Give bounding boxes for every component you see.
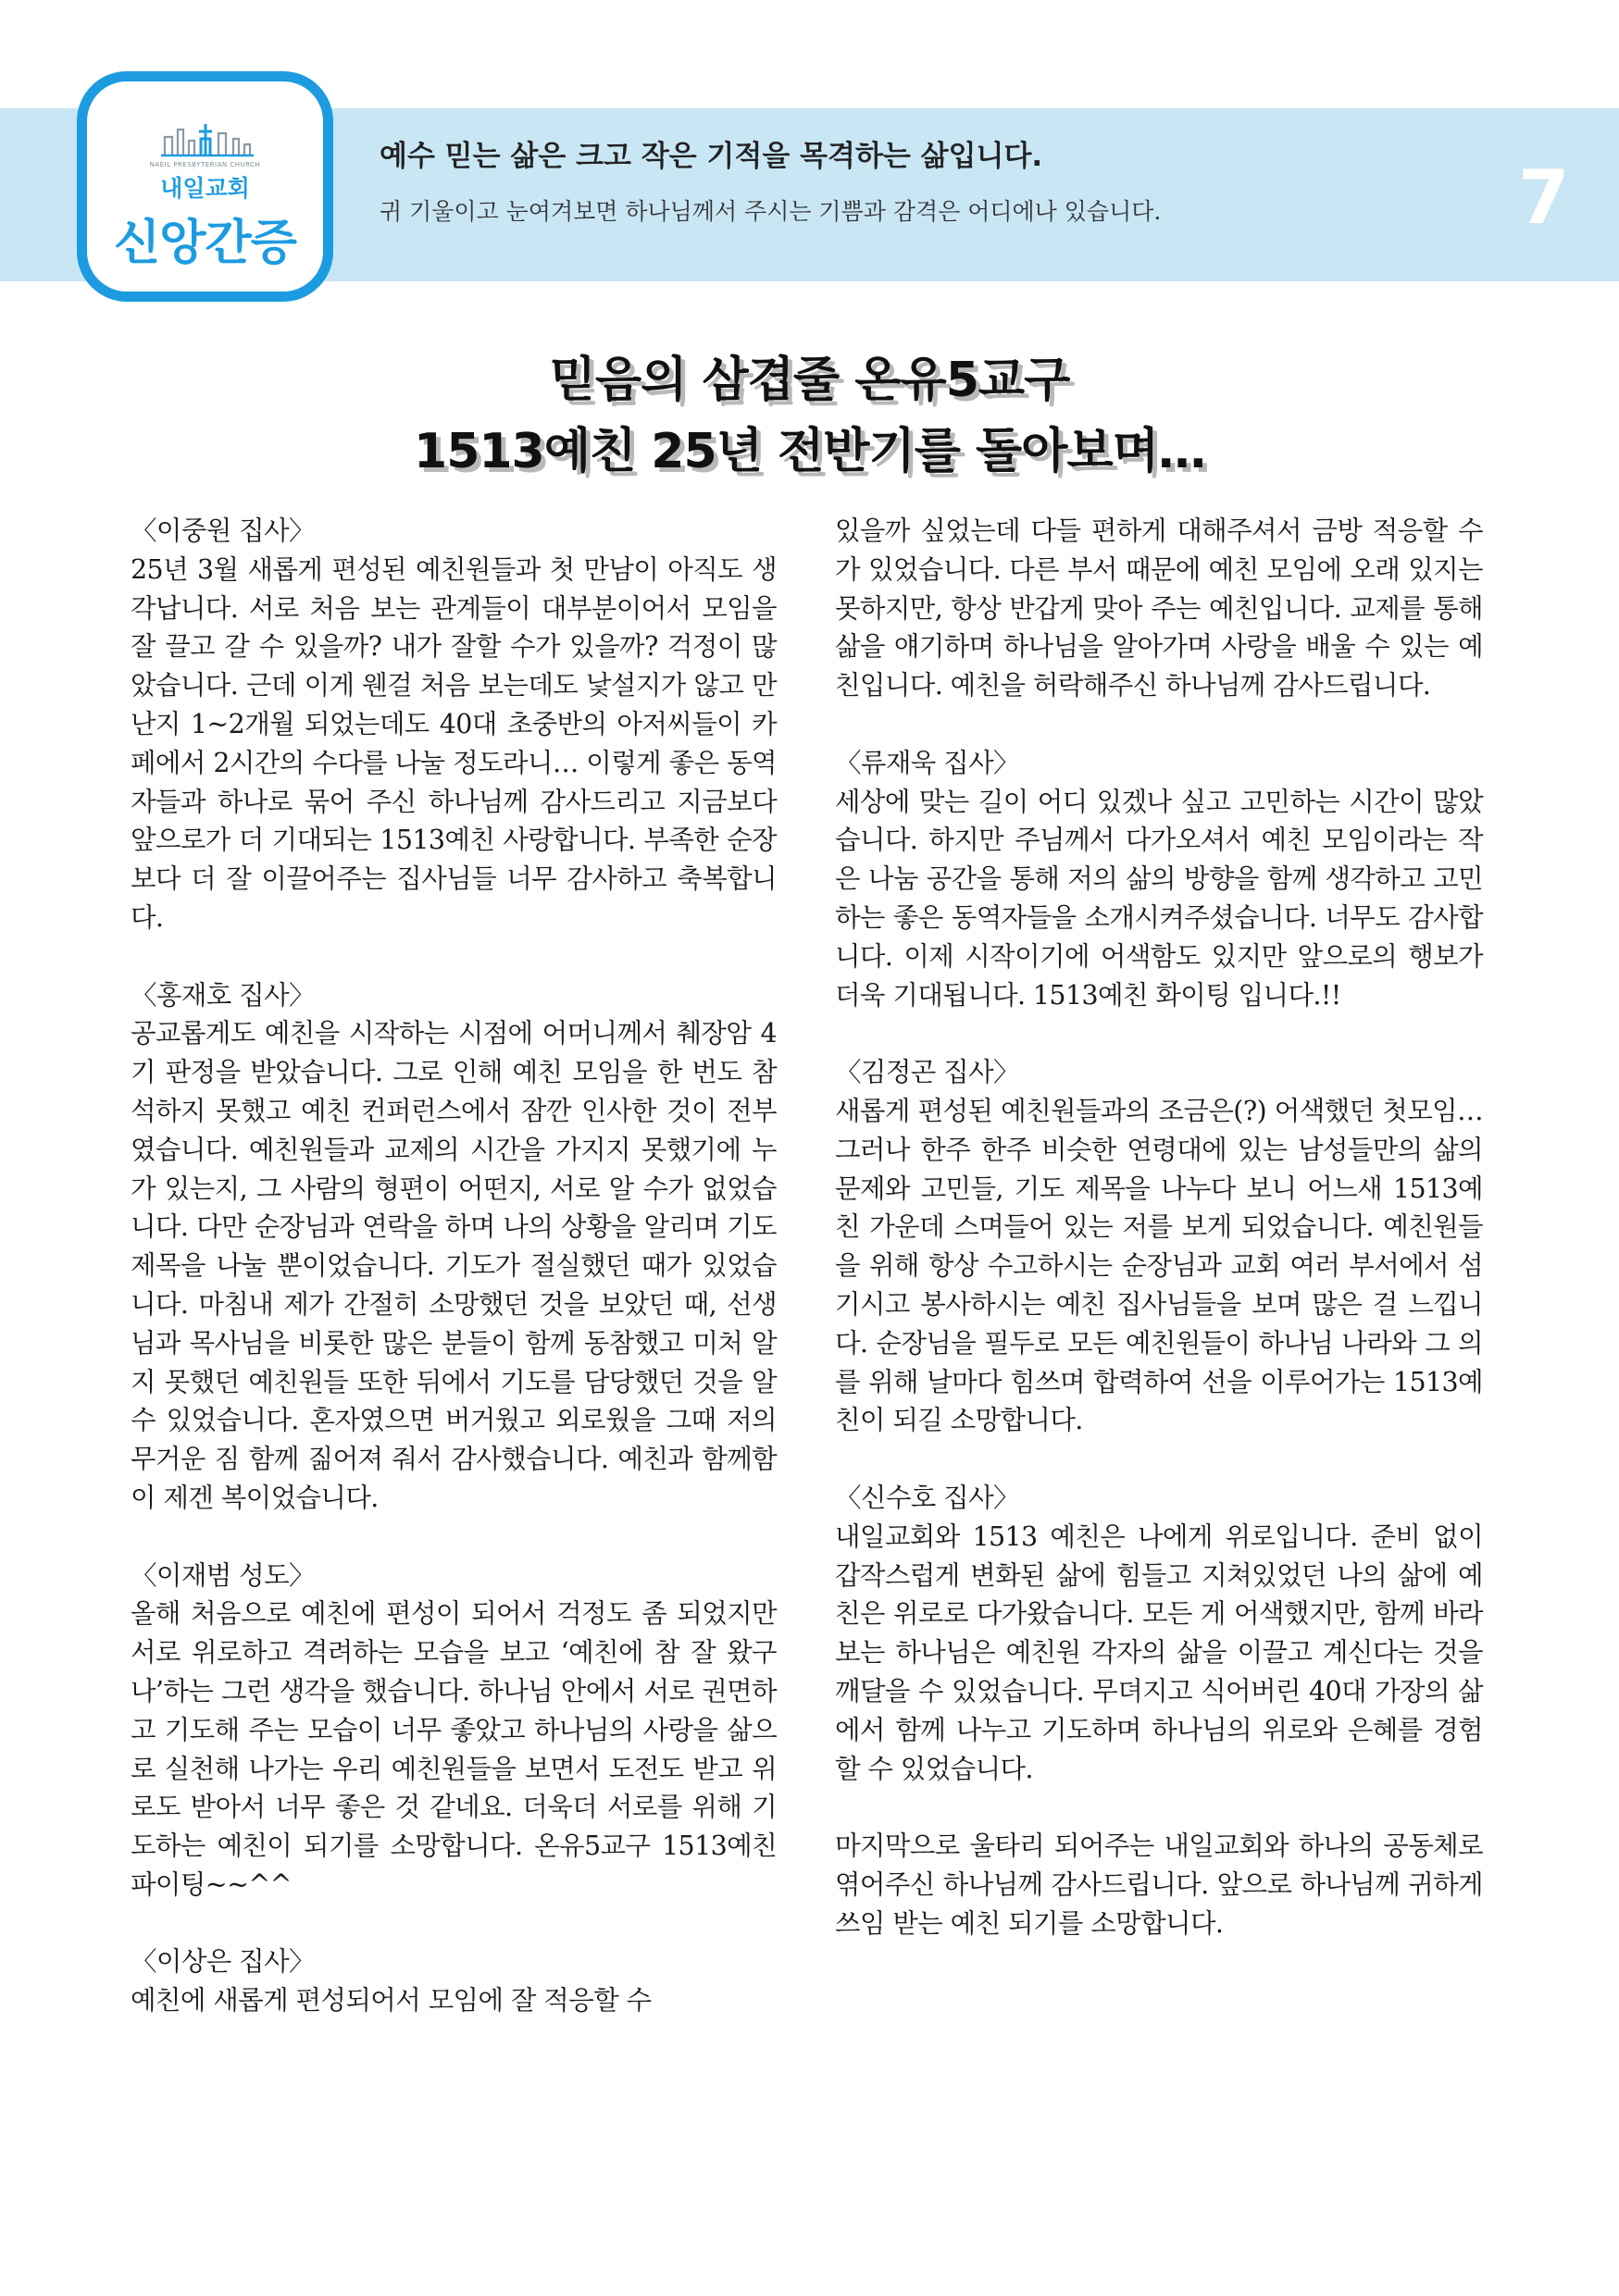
testimony-author: 〈이중원 집사〉: [131, 515, 315, 546]
closing-section: [835, 1827, 1483, 1942]
testimony-section: [131, 1557, 777, 1905]
header-tagline: 예수 믿는 삶은 크고 작은 기적을 목격하는 삶입니다.: [380, 140, 1043, 173]
testimony-section: [835, 512, 1483, 705]
testimony-author: 〈홍재호 집사〉: [131, 979, 315, 1011]
logo: [77, 71, 333, 302]
page-number: 7: [1518, 155, 1570, 241]
right-column: [835, 512, 1483, 1942]
section-title: 신앙간증: [114, 216, 296, 271]
testimony-text: 공교롭게도 예친을 시작하는 시점에 어머니께서 췌장암 4기 판정을 받았습니다. 그로 인해 예친 모임을 한 번도 참석하지 못했고 예친 컨퍼런스에서 잠깐 인사한 것이 전부였습니다. 예친원들과 교제의 시간을 가지지 못했기에 누가 있는지, 그 사람의 형편이 어떤지, 서로 알 수가 없었습니다. 다만 순장님과 연락을 하며 나의 상황을 알리며 기도 제목을 나눌 뿐이었습니다. 기도가 절실했던 때가 있었습니다. 마침내 제가 간절히 소망했던 것을 보았던 때, 선생님과 목사님을 비롯한 많은 분들이 함께 동참했고 미처 알지 못했던 예친원들 또한 뒤에서 기도를 담당했던 것을 알 수 있었습니다. 혼자였으면 버거웠고 외로웠을 그때 저의 무거운 짐 함께 짊어져 줘서 감사했습니다. 예친과 함께함이 제겐 복이었습니다.: [131, 1018, 777, 1513]
header-subtagline: 귀 기울이고 눈여겨보면 하나님께서 주시는 기쁨과 감격은 어디에나 있습니다.: [380, 198, 1162, 225]
testimony-text: 새롭게 편성된 예친원들과의 조금은(?) 어색했던 첫모임… 그러나 한주 한주 비슷한 연령대에 있는 남성들만의 삶의 문제와 고민들, 기도 제목을 나누다 보니 어느새 1513예친 가운데 스며들어 있는 저를 보게 되었습니다. 예친원들을 위해 항상 수고하시는 순장님과 교회 여러 부서에서 섬기시고 봉사하시는 예친 집사님들을 보며 많은 걸 느낍니다. 순장님을 필두로 모든 예친원들이 하나님 나라와 그 의를 위해 날마다 힘쓰며 합력하여 선을 이루어가는 1513예친이 되길 소망합니다.: [835, 1095, 1483, 1436]
left-column: [131, 512, 777, 2020]
testimony-section: [131, 976, 777, 1518]
testimony-section: [835, 1053, 1483, 1440]
testimony-author: 〈이재범 성도〉: [131, 1559, 315, 1591]
logo-church-name: 내일교회: [160, 175, 250, 202]
testimony-text: 25년 3월 새롭게 편성된 예친원들과 첫 만남이 아직도 생각납니다. 서로 처음 보는 관계들이 대부분이어서 모임을 잘 끌고 갈 수 있을까? 내가 잘할 수가 있을까? 걱정이 많았습니다. 근데 이게 웬걸 처음 보는데도 낯설지가 않고 만난지 1~2개월 되었는데도 40대 초중반의 아저씨들이 카페에서 2시간의 수다를 나눌 정도라니… 이렇게 좋은 동역자들과 하나로 묶어 주신 하나님께 감사드리고 지금보다 앞으로가 더 기대되는 1513예친 사랑합니다. 부족한 순장보다 더 잘 이끌어주는 집사님들 너무 감사하고 축복합니다.: [131, 553, 777, 933]
testimony-author: 〈류재욱 집사〉: [835, 747, 1019, 778]
testimony-author: 〈이상은 집사〉: [131, 1946, 315, 1978]
testimony-author: 〈신수호 집사〉: [835, 1482, 1019, 1513]
testimony-section: [131, 1942, 777, 2020]
church-skyline-icon: [161, 115, 254, 157]
logo-subtitle: NAEIL PRESBYTERIAN CHURCH: [149, 161, 261, 168]
testimony-section: [131, 512, 777, 937]
testimony-text: 예친에 새롭게 편성되어서 모임에 잘 적응할 수: [131, 1985, 652, 2017]
testimony-text: 올해 처음으로 예친에 편성이 되어서 걱정도 좀 되었지만 서로 위로하고 격려하는 모습을 보고 ‘예친에 참 잘 왔구나’하는 그런 생각을 했습니다. 하나님 안에서 서로 권면하고 기도해 주는 모습이 너무 좋았고 하나님의 사랑을 삶으로 실천해 나가는 우리 예친원들을 보면서 도전도 받고 위로도 받아서 너무 좋은 것 같네요. 더욱더 서로를 위해 기도하는 예친이 되기를 소망합니다. 온유5교구 1513예친 파이팅~~^^: [131, 1598, 777, 1900]
closing-text: 마지막으로 울타리 되어주는 내일교회와 하나의 공동체로 엮어주신 하나님께 감사드립니다. 앞으로 하나님께 귀하게 쓰임 받는 예친 되기를 소망합니다.: [835, 1831, 1483, 1939]
testimony-section: [835, 744, 1483, 1015]
testimony-author: 〈김정곤 집사〉: [835, 1057, 1019, 1088]
testimony-text: 있을까 싶었는데 다들 편하게 대해주셔서 금방 적응할 수가 있었습니다. 다른 부서 때문에 예친 모임에 오래 있지는 못하지만, 항상 반갑게 맞아 주는 예친입니다. 교제를 통해 삶을 얘기하며 하나님을 알아가며 사랑을 배울 수 있는 예친입니다. 예친을 허락해주신 하나님께 감사드립니다.: [835, 515, 1483, 701]
testimony-text: 세상에 맞는 길이 어디 있겠나 싶고 고민하는 시간이 많았습니다. 하지만 주님께서 다가오셔서 예친 모임이라는 작은 나눔 공간을 통해 저의 삶의 방향을 함께 생각하고 고민하는 좋은 동역자들을 소개시켜주셨습니다. 너무도 감사합니다. 이제 시작이기에 어색함도 있지만 앞으로의 행보가 더욱 기대됩니다. 1513예친 화이팅 입니다.!!: [835, 786, 1483, 1011]
article-title-line1: 믿음의 삼겹줄 온유5교구: [549, 353, 1070, 408]
testimony-section: [835, 1479, 1483, 1788]
testimony-text: 내일교회와 1513 예친은 나에게 위로입니다. 준비 없이 갑작스럽게 변화된 삶에 힘들고 지쳐있었던 나의 삶에 예친은 위로로 다가왔습니다. 모든 게 어색했지만, 함께 바라보는 하나님은 예친원 각자의 삶을 이끌고 계신다는 것을 깨달을 수 있었습니다. 무뎌지고 식어버린 40대 가장의 삶에서 함께 나누고 기도하며 하나님의 위로와 은혜를 경험할 수 있었습니다.: [835, 1520, 1483, 1784]
article-title-line2: 1513예친 25년 전반기를 돌아보며…: [414, 424, 1205, 479]
